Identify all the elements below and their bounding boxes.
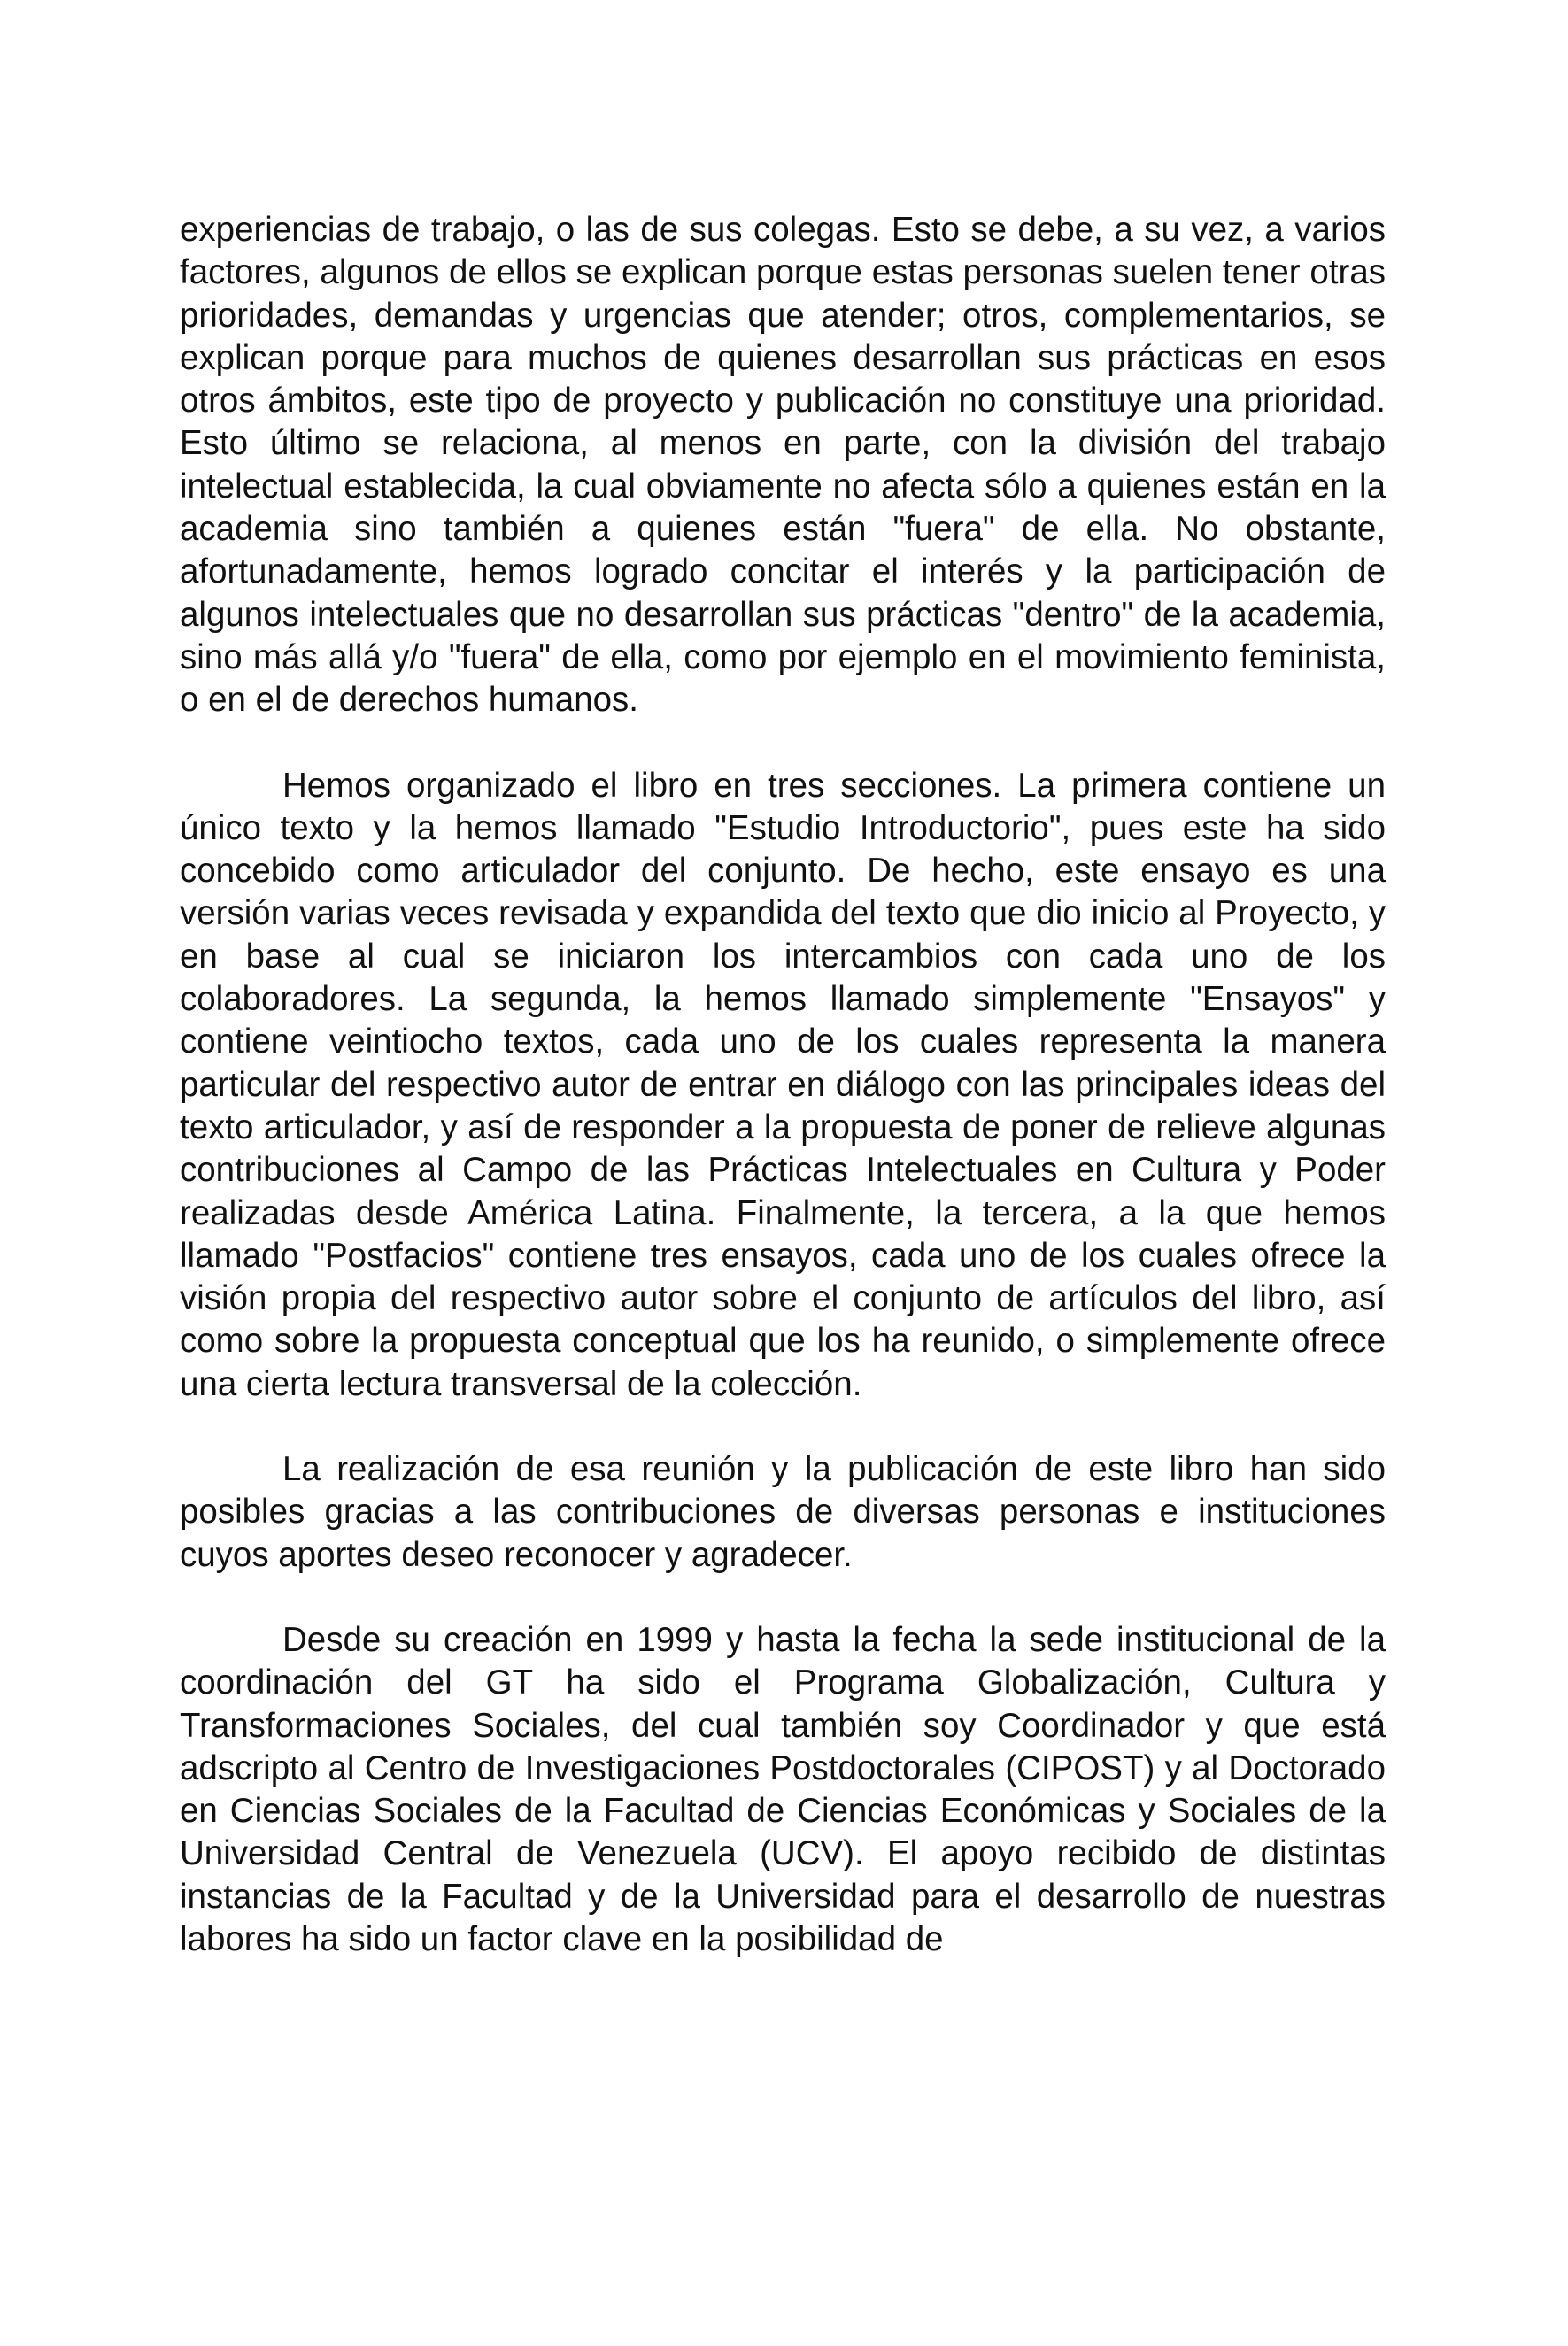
paragraph-continuation: experiencias de trabajo, o las de sus colegas. Esto se debe, a su vez, a varios factores, algunos de ellos se explican porque estas personas suelen tener otras prioridades, demandas y urgencias que atender; otros, complementarios, se explican porque para muchos de quienes desarrollan sus prácticas en esos otros ámbitos, este tipo de proyecto y publicación no constituye una prioridad. Esto último se relaciona, al menos en parte, con la división del trabajo intelectual establecida, la cual obviamente no afecta sólo a quienes están en la academia sino también a quienes están "fuera" de ella. No obstante, afortunadamente, hemos logrado concitar el interés y la participación de algunos intelectuales que no desarrollan sus prácticas "dentro" de la academia, sino más allá y/o "fuera" de ella, como por ejemplo en el movimiento feminista, o en el de derechos humanos. [180, 211, 1386, 720]
document-page [180, 209, 1386, 1961]
paragraph-book-sections: Hemos organizado el libro en tres secciones. La primera contiene un único texto y la hemos llamado "Estudio Introductorio", pues este ha sido concebido como articulador del conjunto. De hecho, este ensayo es una versión varias veces revisada y expandida del texto que dio inicio al Proyecto, y en base al cual se iniciaron los intercambios con cada uno de los colaboradores. La segunda, la hemos llamado simplemente "Ensayos" y contiene veintiocho textos, cada uno de los cuales representa la manera particular del respectivo autor de entrar en diálogo con las principales ideas del texto articulador, y así de responder a la propuesta de poner de relieve algunas contribuciones al Campo de las Prácticas Intelectuales en Cultura y Poder realizadas desde América Latina. Finalmente, la tercera, a la que hemos llamado "Postfacios" contiene tres ensayos, cada uno de los cuales ofrece la visión propia del respectivo autor sobre el conjunto de artículos del libro, así como sobre la propuesta conceptual que los ha reunido, o simplemente ofrece una cierta lectura transversal de la colección. [180, 766, 1386, 1403]
paragraph-institutional-support: Desde su creación en 1999 y hasta la fecha la sede institucional de la coordinación del GT ha sido el Programa Globalización, Cultura y Transformaciones Sociales, del cual también soy Coordinador y que está adscripto al Centro de Investigaciones Postdoctorales (CIPOST) y al Doctorado en Ciencias Sociales de la Facultad de Ciencias Económicas y Sociales de la Universidad Central de Venezuela (UCV). El apoyo recibido de distintas instancias de la Facultad y de la Universidad para el desarrollo de nuestras labores ha sido un factor clave en la posibilidad de [180, 1620, 1386, 1958]
paragraph-acknowledgements-intro: La realización de esa reunión y la publicación de este libro han sido posibles gracias a las contribuciones de diversas personas e instituciones cuyos aportes deseo reconocer y agradecer. [180, 1450, 1386, 1574]
